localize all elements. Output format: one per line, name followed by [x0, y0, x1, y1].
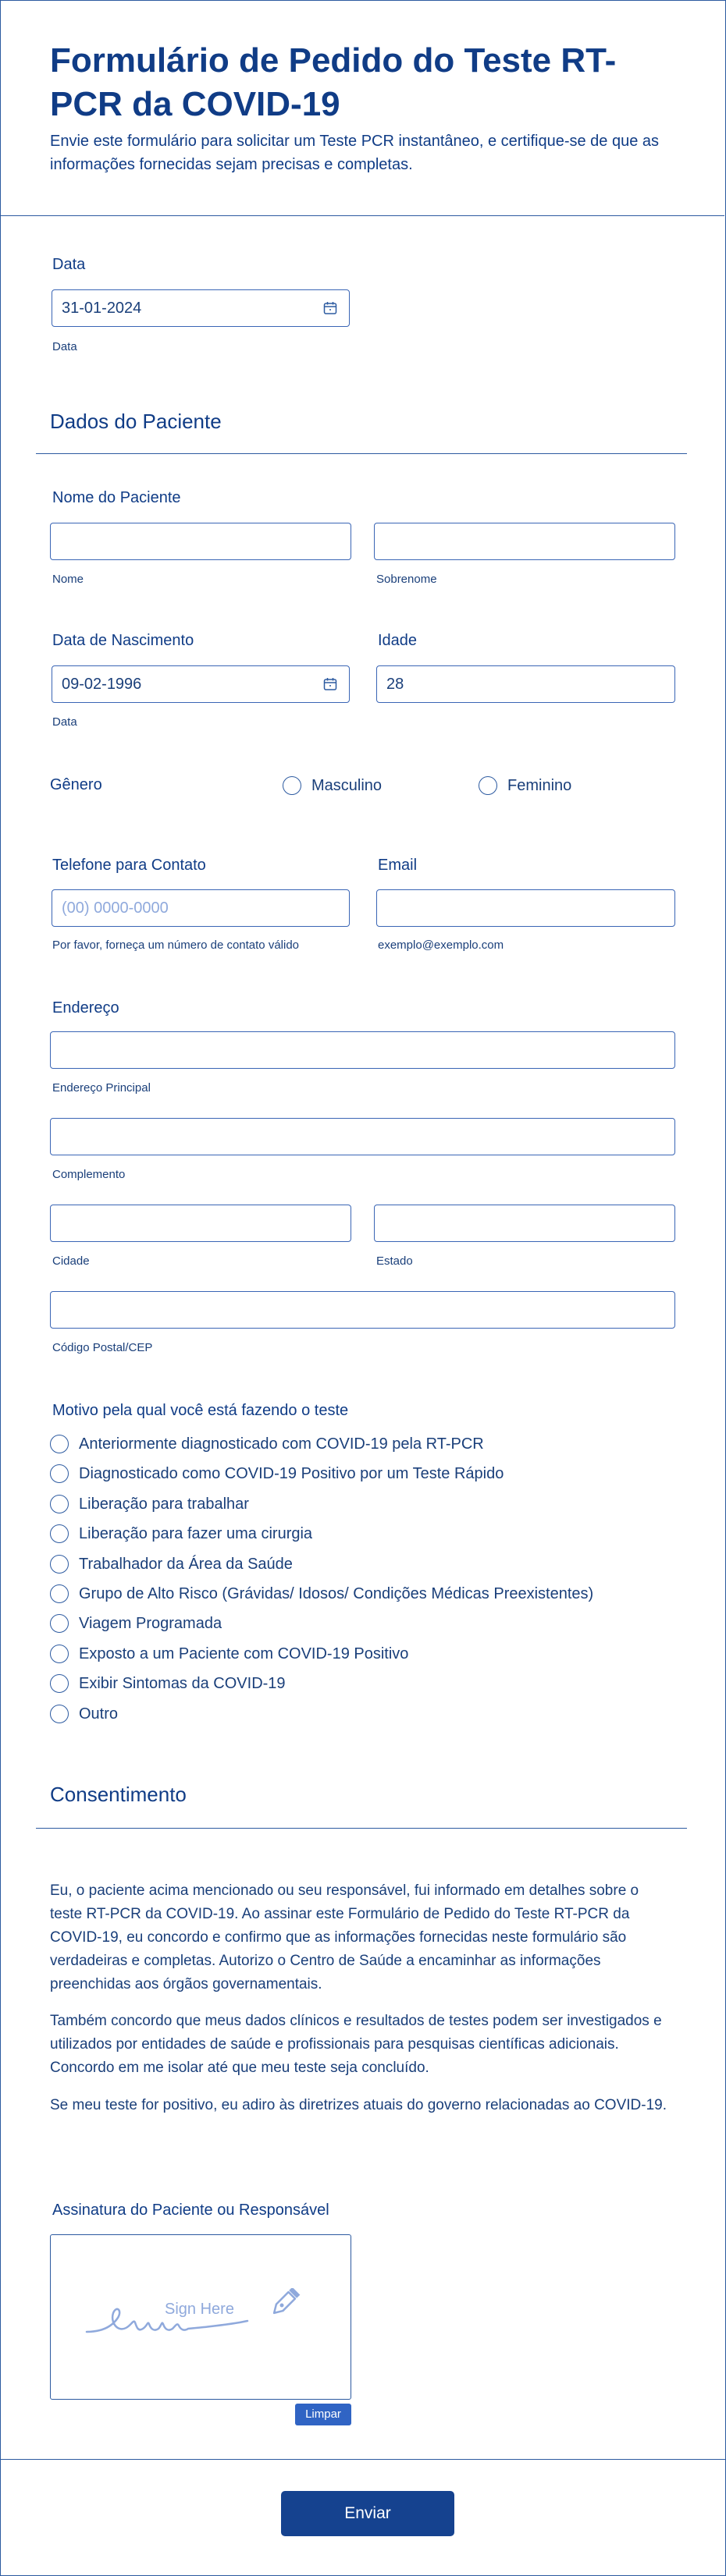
form-description: Envie este formulário para solicitar um Teste PCR instantâneo, e certifique-se de que as informações fornecidas sejam precisas e completas.	[50, 133, 660, 173]
footer-divider	[0, 2459, 726, 2460]
reason-label: Motivo pela qual você está fazendo o teste	[52, 1402, 349, 1419]
consent-paragraph: Se meu teste for positivo, eu adiro às diretrizes atuais do governo relacionadas ao COVID-19.	[50, 2097, 667, 2113]
radio-male-label[interactable]: Masculino	[311, 777, 383, 794]
section-divider	[36, 1828, 687, 1829]
state-input[interactable]	[374, 1205, 675, 1242]
reason-option-label[interactable]: Outro	[79, 1705, 119, 1723]
email-input[interactable]	[376, 889, 675, 927]
patient-name-label: Nome do Paciente	[52, 489, 181, 506]
reason-option-label[interactable]: Exibir Sintomas da COVID-19	[79, 1675, 286, 1692]
reason-option-label[interactable]: Viagem Programada	[79, 1615, 222, 1632]
birth-date-label: Data de Nascimento	[52, 632, 194, 649]
city-sublabel: Cidade	[52, 1254, 90, 1268]
last-name-input[interactable]	[374, 523, 675, 560]
age-label: Idade	[378, 632, 418, 649]
street-sublabel: Endereço Principal	[52, 1081, 151, 1095]
calendar-icon[interactable]	[323, 301, 337, 315]
phone-label: Telefone para Contato	[52, 857, 206, 874]
reason-radio[interactable]	[50, 1645, 69, 1663]
birth-date-sublabel: Data	[52, 715, 77, 729]
first-name-sublabel: Nome	[52, 573, 84, 586]
clear-signature-button[interactable]: Limpar	[295, 2404, 351, 2425]
reason-radio[interactable]	[50, 1705, 69, 1723]
address-line2-input[interactable]	[50, 1118, 675, 1155]
reason-option-label[interactable]: Anteriormente diagnosticado com COVID-19 pela RT-PCR	[79, 1435, 484, 1453]
consent-paragraph: Eu, o paciente acima mencionado ou seu responsável, fui informado em detalhes sobre o teste RT-PCR da COVID-19. Ao assinar este Formulário de Pedido do Teste RT-PCR da COVID-19, eu concordo e confirmo que as informações fornecidas neste formulário são verdadeiras e completas. Autorizo o Centro de Saúde a encaminhar as informações preenchidas aos órgãos governamentais.	[50, 1882, 639, 1992]
reason-option-label[interactable]: Trabalhador da Área da Saúde	[79, 1556, 293, 1573]
reason-radio[interactable]	[50, 1435, 69, 1453]
date-input[interactable]	[52, 289, 350, 327]
date-value: 31-01-2024	[62, 300, 142, 317]
reason-radio[interactable]	[50, 1555, 69, 1574]
radio-female-label[interactable]: Feminino	[507, 777, 572, 794]
first-name-input[interactable]	[50, 523, 351, 560]
birth-date-input[interactable]	[52, 665, 350, 703]
form-title: Formulário de Pedido do Teste RT-PCR da COVID-19	[50, 41, 617, 123]
city-input[interactable]	[50, 1205, 351, 1242]
signature-pen-icon	[85, 2288, 319, 2343]
street-input[interactable]	[50, 1031, 675, 1069]
date-label: Data	[52, 256, 86, 273]
reason-option-label[interactable]: Liberação para fazer uma cirurgia	[79, 1525, 313, 1542]
reason-radio[interactable]	[50, 1524, 69, 1543]
last-name-sublabel: Sobrenome	[376, 573, 437, 586]
reason-radio[interactable]	[50, 1495, 69, 1513]
reason-radio[interactable]	[50, 1614, 69, 1633]
age-input[interactable]	[376, 665, 675, 703]
reason-radio[interactable]	[50, 1464, 69, 1483]
address-line2-sublabel: Complemento	[52, 1168, 126, 1181]
consent-paragraph: Também concordo que meus dados clínicos e resultados de testes podem ser investigados e utilizados por entidades de saúde e profissionais para pesquisas científicas adicionais. Concordo em me isolar até que meu teste seja concluído.	[50, 2013, 662, 2076]
reason-radio[interactable]	[50, 1674, 69, 1693]
reason-option-label[interactable]: Grupo de Alto Risco (Grávidas/ Idosos/ Condições Médicas Preexistentes)	[79, 1585, 594, 1602]
signature-pad[interactable]	[50, 2234, 351, 2400]
zip-input[interactable]	[50, 1291, 675, 1329]
age-value: 28	[386, 676, 404, 693]
submit-button[interactable]: Enviar	[281, 2491, 454, 2536]
reason-option-label[interactable]: Diagnosticado como COVID-19 Positivo por um Teste Rápido	[79, 1465, 504, 1482]
reason-option-label[interactable]: Exposto a um Paciente com COVID-19 Positivo	[79, 1645, 409, 1662]
phone-input[interactable]	[52, 889, 350, 927]
radio-male[interactable]	[283, 776, 301, 795]
reason-option-label[interactable]: Liberação para trabalhar	[79, 1496, 249, 1513]
phone-placeholder: (00) 0000-0000	[62, 899, 169, 917]
date-sublabel: Data	[52, 340, 77, 353]
calendar-icon[interactable]	[323, 677, 337, 691]
birth-date-value: 09-02-1996	[62, 676, 142, 693]
phone-sublabel: Por favor, forneça um número de contato válido	[52, 939, 300, 952]
signature-placeholder: Sign Here	[165, 2301, 234, 2318]
gender-label: Gênero	[50, 776, 102, 793]
consent-section-title: Consentimento	[50, 1783, 187, 1806]
zip-sublabel: Código Postal/CEP	[52, 1341, 153, 1354]
email-label: Email	[378, 857, 418, 874]
section-divider	[36, 453, 687, 454]
patient-section-title: Dados do Paciente	[50, 410, 222, 433]
reason-radio[interactable]	[50, 1584, 69, 1603]
email-sublabel: exemplo@exemplo.com	[378, 939, 504, 952]
state-sublabel: Estado	[376, 1254, 413, 1268]
address-label: Endereço	[52, 999, 119, 1017]
form-header	[0, 0, 724, 216]
signature-label: Assinatura do Paciente ou Responsável	[52, 2202, 329, 2219]
radio-female[interactable]	[479, 776, 497, 795]
